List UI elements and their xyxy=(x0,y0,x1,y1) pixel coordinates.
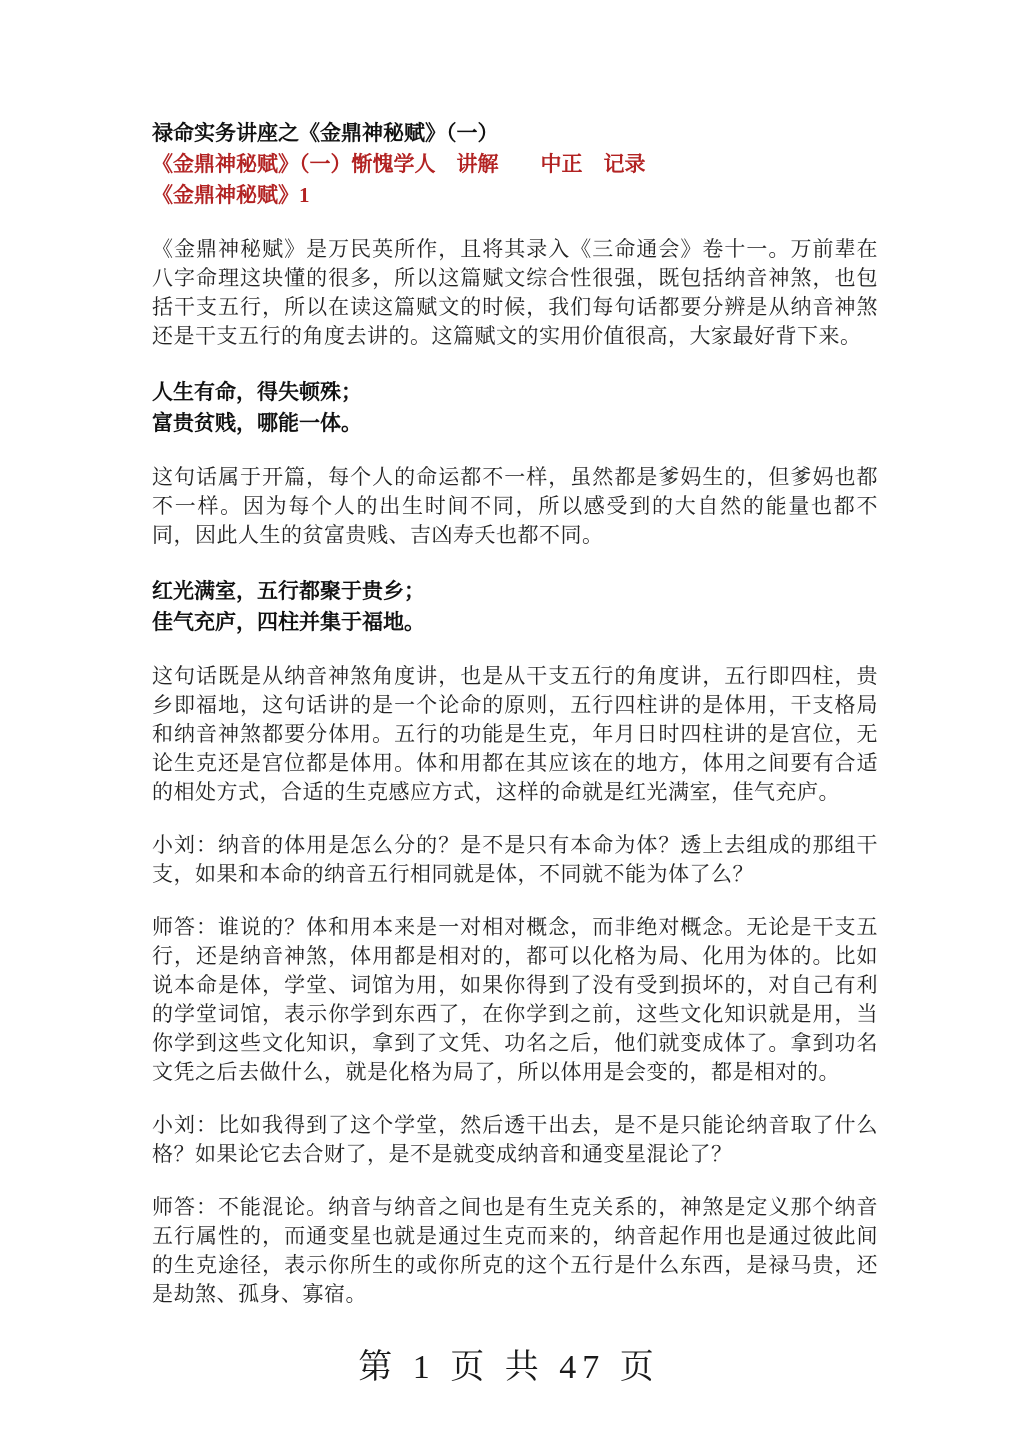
doc-volume-line: 《金鼎神秘赋》1 xyxy=(152,183,310,207)
verse-1 xyxy=(152,377,878,439)
qa-1-answer: 师答：谁说的？体和用本来是一对相对概念，而非绝对概念。无论是干支五行，还是纳音神煞，体用都是相对的，都可以化格为局、化用为体的。比如说本命是体，学堂、词馆为用，如果你得到了没有受到损坏的，对自己有利的学堂词馆，表示你学到东西了，在你学到之前，这些文化知识就是用，当你学到这些文化知识，拿到了文凭、功名之后，他们就变成体了。拿到功名文凭之后去做什么，就是化格为局了，所以体用是会变的，都是相对的。 xyxy=(152,915,878,1084)
verse-2 xyxy=(152,576,878,638)
verse-1-line-2: 富贵贫贱，哪能一体。 xyxy=(152,411,362,435)
verse-1-commentary: 这句话属于开篇，每个人的命运都不一样，虽然都是爹妈生的，但爹妈也都不一样。因为每个人的出生时间不同，所以感受到的大自然的能量也都不同，因此人生的贫富贵贱、吉凶寿夭也都不同。 xyxy=(152,465,878,547)
qa-2-answer: 师答：不能混论。纳音与纳音之间也是有生克关系的，神煞是定义那个纳音五行属性的，而通变星也就是通过生克而来的，纳音起作用也是通过彼此间的生克途径，表示你所生的或你所克的这个五行是什么东西，是禄马贵，还是劫煞、孤身、寡宿。 xyxy=(152,1195,878,1306)
doc-credit-line: 《金鼎神秘赋》（一）惭愧学人 讲解 中正 记录 xyxy=(152,152,646,176)
doc-title: 禄命实务讲座之《金鼎神秘赋》（一） xyxy=(152,121,499,145)
verse-1-line-1: 人生有命，得失顿殊； xyxy=(152,380,362,404)
qa-2-question: 小刘：比如我得到了这个学堂，然后透干出去，是不是只能论纳音取了什么格？如果论它去合财了，是不是就变成纳音和通变星混论了？ xyxy=(152,1113,878,1166)
verse-2-line-1: 红光满室，五行都聚于贵乡； xyxy=(152,579,425,603)
qa-1-question: 小刘：纳音的体用是怎么分的？是不是只有本命为体？透上去组成的那组干支，如果和本命的纳音五行相同就是体，不同就不能为体了么？ xyxy=(152,833,878,886)
document-header xyxy=(152,118,878,211)
intro-paragraph: 《金鼎神秘赋》是万民英所作，且将其录入《三命通会》卷十一。万前辈在八字命理这块懂的很多，所以这篇赋文综合性很强，既包括纳音神煞，也包括干支五行，所以在读这篇赋文的时候，我们每句话都要分辨是从纳音神煞还是干支五行的角度去讲的。这篇赋文的实用价值很高，大家最好背下来。 xyxy=(152,237,878,348)
verse-2-commentary: 这句话既是从纳音神煞角度讲，也是从干支五行的角度讲，五行即四柱，贵乡即福地，这句话讲的是一个论命的原则，五行四柱讲的是体用，干支格局和纳音神煞都要分体用。五行的功能是生克，年月日时四柱讲的是宫位，无论生克还是宫位都是体用。体和用都在其应该在的地方，体用之间要有合适的相处方式，合适的生克感应方式，这样的命就是红光满室，佳气充庐。 xyxy=(152,664,878,804)
verse-2-line-2: 佳气充庐，四柱并集于福地。 xyxy=(152,610,425,634)
page-number-footer: 第 1 页 共 47 页 xyxy=(358,1349,660,1386)
